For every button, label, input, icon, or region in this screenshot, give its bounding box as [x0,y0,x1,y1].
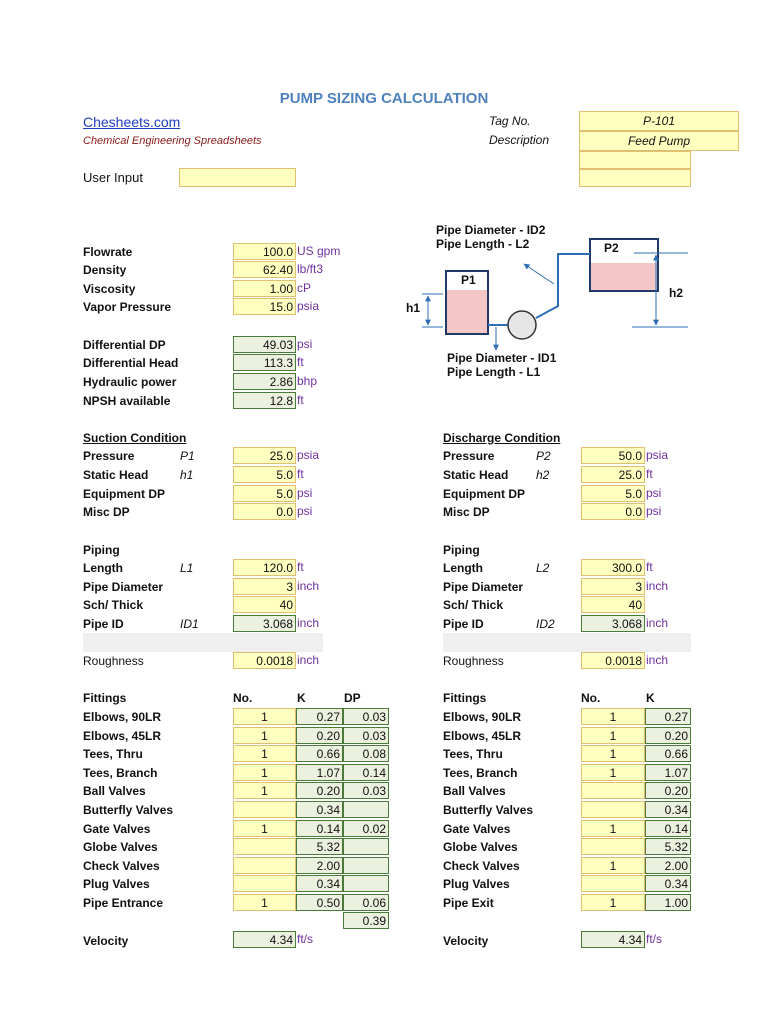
suction-pipe-diameter-label: Pipe Diameter [83,580,164,594]
suction-pipe-id-symbol: ID1 [180,617,199,631]
tank-p1-liquid [447,290,487,333]
p1-label: P1 [461,273,476,287]
fitting-count-input[interactable] [233,857,296,874]
suction-equipment-dp-input[interactable]: 5.0 [233,485,296,502]
discharge-pressure-input[interactable]: 50.0 [581,447,645,464]
suction-velocity-label: Velocity [83,934,129,948]
discharge-roughness-label: Roughness [443,654,504,668]
suction-roughness-input[interactable]: 0.0018 [233,652,296,669]
discharge-schedule-input[interactable]: 40 [581,596,645,613]
differential-dp-label: Differential DP [83,338,166,352]
fitting-dp-value: 0.03 [343,727,389,744]
fitting-name: Check Valves [443,859,520,873]
discharge-static-head-unit: ft [646,467,653,481]
fitting-k-value: 5.32 [296,838,343,855]
density-label: Density [83,263,127,277]
discharge-length-input[interactable]: 300.0 [581,559,645,576]
fitting-count-input[interactable]: 1 [233,820,296,837]
discharge-length-unit: ft [646,560,653,574]
suction-static-head-label: Static Head [83,468,149,482]
fitting-k-value: 0.27 [296,708,343,725]
discharge-fittings-title: Fittings [443,691,487,705]
density-unit: lb/ft3 [297,262,324,276]
fitting-dp-value [343,857,389,874]
discharge-static-head-label: Static Head [443,468,509,482]
discharge-equipment-dp-input[interactable]: 5.0 [581,485,645,502]
viscosity-input[interactable]: 1.00 [233,280,296,297]
suction-pipe-id-label: Pipe ID [83,617,124,631]
fitting-dp-value: 0.02 [343,820,389,837]
suction-dp-header: DP [344,691,361,705]
discharge-no-header: No. [581,691,601,705]
suction-fittings-title: Fittings [83,691,127,705]
flowrate-unit: US gpm [297,244,341,258]
fitting-k-value: 0.34 [296,875,343,892]
fitting-count-input[interactable]: 1 [233,708,296,725]
suction-equipment-dp-unit: psi [297,486,313,500]
suction-pressure-label: Pressure [83,449,135,463]
hydraulic-power-label: Hydraulic power [83,375,177,389]
suction-pipe-diameter-unit: inch [297,579,320,593]
suction-k-header: K [297,691,306,705]
suction-velocity-value: 4.34 [233,931,296,948]
fitting-count-input[interactable]: 1 [581,857,645,874]
fitting-count-input[interactable]: 1 [581,727,645,744]
fitting-count-input[interactable]: 1 [233,727,296,744]
description-input[interactable]: Feed Pump [579,131,739,151]
tank-p2-liquid [591,263,657,290]
fitting-k-value: 0.20 [645,782,691,799]
discharge-length-symbol: L2 [536,561,550,575]
fitting-dp-value [343,838,389,855]
vapor-pressure-unit: psia [297,299,320,313]
suction-pipe-diameter-input[interactable]: 3 [233,578,296,595]
vapor-pressure-input[interactable]: 15.0 [233,298,296,315]
fitting-k-value: 5.32 [645,838,691,855]
user-input-label: User Input [83,170,143,185]
suction-roughness-unit: inch [297,653,320,667]
fitting-k-value: 0.34 [645,801,691,818]
fitting-k-value: 1.07 [645,764,691,781]
suction-no-header: No. [233,691,253,705]
suction-pipe-id-value: 3.068 [233,615,296,632]
suction-total-dp: 0.39 [343,912,389,929]
discharge-equipment-dp-unit: psi [646,486,662,500]
fitting-name: Gate Valves [443,822,511,836]
suction-length-label: Length [83,561,123,575]
fitting-count-input[interactable]: 1 [581,894,645,911]
npsh-label: NPSH available [83,394,171,408]
suction-misc-dp-unit: psi [297,504,313,518]
fitting-count-input[interactable] [581,801,645,818]
npsh-value: 12.8 [233,392,296,409]
suction-length-symbol: L1 [180,561,194,575]
fitting-count-input[interactable] [233,838,296,855]
fitting-count-input[interactable] [581,838,645,855]
fitting-k-value: 0.14 [645,820,691,837]
flowrate-label: Flowrate [83,245,133,259]
fitting-k-value: 0.34 [645,875,691,892]
fitting-count-input[interactable]: 1 [233,782,296,799]
fitting-name: Elbows, 90LR [443,710,522,724]
fitting-k-value: 0.66 [296,745,343,762]
suction-schedule-input[interactable]: 40 [233,596,296,613]
page-title: PUMP SIZING CALCULATION [279,90,489,107]
fitting-count-input[interactable]: 1 [581,745,645,762]
hydraulic-power-unit: bhp [297,374,318,388]
fitting-k-value: 0.14 [296,820,343,837]
differential-head-label: Differential Head [83,356,179,370]
fitting-dp-value [343,875,389,892]
fitting-dp-value: 0.03 [343,782,389,799]
viscosity-unit: cP [297,281,312,295]
fitting-name: Check Valves [83,859,160,873]
fitting-name: Plug Valves [443,877,510,891]
viscosity-label: Viscosity [83,282,136,296]
suction-length-unit: ft [297,560,304,574]
suction-schedule-label: Sch/ Thick [83,598,144,612]
fitting-name: Butterfly Valves [83,803,174,817]
fitting-name: Globe Valves [83,840,158,854]
row-band [443,633,691,652]
discharge-length-label: Length [443,561,483,575]
suction-piping-title: Piping [83,543,120,557]
discharge-misc-dp-label: Misc DP [443,505,490,519]
fitting-k-value: 0.34 [296,801,343,818]
discharge-pressure-symbol: P2 [536,449,551,463]
fitting-dp-value: 0.08 [343,745,389,762]
p2-label: P2 [604,241,619,255]
fitting-count-input[interactable]: 1 [581,764,645,781]
site-link[interactable]: Chesheets.com [83,114,181,130]
fitting-count-input[interactable]: 1 [581,708,645,725]
fitting-name: Plug Valves [83,877,150,891]
blank-input[interactable] [579,169,691,187]
suction-length-input[interactable]: 120.0 [233,559,296,576]
suction-static-head-unit: ft [297,467,304,481]
fitting-dp-value: 0.14 [343,764,389,781]
fitting-count-input[interactable]: 1 [233,745,296,762]
discharge-k-header: K [646,691,655,705]
fitting-name: Butterfly Valves [443,803,534,817]
discharge-pipe-diameter-label: Pipe Diameter [443,580,524,594]
fitting-name: Pipe Entrance [83,896,164,910]
fitting-k-value: 0.66 [645,745,691,762]
discharge-pipe-id-unit: inch [646,616,669,630]
fitting-k-value: 0.50 [296,894,343,911]
fitting-dp-value [343,801,389,818]
fitting-k-value: 0.20 [296,727,343,744]
suction-static-head-input[interactable]: 5.0 [233,466,296,483]
row-band [83,633,323,652]
fitting-name: Gate Valves [83,822,151,836]
fitting-name: Ball Valves [83,784,146,798]
suction-pressure-symbol: P1 [180,449,195,463]
fitting-k-value: 1.00 [645,894,691,911]
discharge-roughness-input[interactable]: 0.0018 [581,652,645,669]
differential-head-unit: ft [297,355,304,369]
discharge-pipe-diameter-unit: inch [646,579,669,593]
discharge-piping-title: Piping [443,543,480,557]
discharge-velocity-value: 4.34 [581,931,645,948]
discharge-pipe [536,254,590,318]
discharge-pressure-unit: psia [646,448,669,462]
tag-input[interactable]: P-101 [579,111,739,131]
suction-pressure-unit: psia [297,448,320,462]
discharge-misc-dp-input[interactable]: 0.0 [581,503,645,520]
discharge-pipe-id-symbol: ID2 [536,617,555,631]
discharge-static-head-input[interactable]: 25.0 [581,466,645,483]
suction-title: Suction Condition [83,431,187,445]
suction-misc-dp-input[interactable]: 0.0 [233,503,296,520]
suction-roughness-label: Roughness [83,654,144,668]
discharge-roughness-unit: inch [646,653,669,667]
fitting-count-input[interactable]: 1 [233,764,296,781]
fitting-count-input[interactable]: 1 [233,894,296,911]
discharge-velocity-label: Velocity [443,934,489,948]
fitting-name: Tees, Branch [443,766,518,780]
fitting-k-value: 2.00 [296,857,343,874]
blank-input[interactable] [579,151,691,169]
fitting-dp-value: 0.03 [343,708,389,725]
fitting-name: Ball Valves [443,784,506,798]
h1-label: h1 [406,301,421,315]
discharge-pipe-diameter-input[interactable]: 3 [581,578,645,595]
fitting-name: Elbows, 45LR [443,729,522,743]
l1-label: Pipe Length - L1 [447,365,541,379]
fitting-name: Elbows, 90LR [83,710,162,724]
fitting-count-input[interactable] [233,875,296,892]
description-label: Description [489,133,550,147]
fitting-name: Elbows, 45LR [83,729,162,743]
suction-static-head-symbol: h1 [180,468,194,482]
differential-head-value: 113.3 [233,354,296,371]
vapor-pressure-label: Vapor Pressure [83,300,172,314]
suction-equipment-dp-label: Equipment DP [83,487,166,501]
discharge-velocity-unit: ft/s [646,932,663,946]
id1-label: Pipe Diameter - ID1 [447,351,557,365]
discharge-misc-dp-unit: psi [646,504,662,518]
l2-label: Pipe Length - L2 [436,237,530,251]
differential-dp-unit: psi [297,337,313,351]
discharge-pipe-id-label: Pipe ID [443,617,484,631]
discharge-equipment-dp-label: Equipment DP [443,487,526,501]
fitting-k-value: 2.00 [645,857,691,874]
fitting-k-value: 0.20 [296,782,343,799]
tag-label: Tag No. [489,114,531,128]
fitting-count-input[interactable] [233,801,296,818]
fitting-k-value: 1.07 [296,764,343,781]
fitting-name: Pipe Exit [443,896,494,910]
fitting-count-input[interactable] [581,875,645,892]
discharge-pipe-id-value: 3.068 [581,615,645,632]
fitting-name: Tees, Branch [83,766,158,780]
pump-icon [508,311,536,339]
id2-pointer-arrow [524,264,554,284]
user-input-legend-swatch [179,168,296,187]
fitting-name: Tees, Thru [443,747,503,761]
fitting-count-input[interactable]: 1 [581,820,645,837]
differential-dp-value: 49.03 [233,336,296,353]
suction-misc-dp-label: Misc DP [83,505,130,519]
hydraulic-power-value: 2.86 [233,373,296,390]
h2-label: h2 [669,286,684,300]
discharge-pressure-label: Pressure [443,449,495,463]
fitting-k-value: 0.27 [645,708,691,725]
density-input[interactable]: 62.40 [233,261,296,278]
fitting-k-value: 0.20 [645,727,691,744]
suction-pipe-id-unit: inch [297,616,320,630]
suction-velocity-unit: ft/s [297,932,314,946]
id2-label: Pipe Diameter - ID2 [436,223,546,237]
fitting-dp-value: 0.06 [343,894,389,911]
fitting-count-input[interactable] [581,782,645,799]
fitting-name: Globe Valves [443,840,518,854]
npsh-unit: ft [297,393,304,407]
discharge-schedule-label: Sch/ Thick [443,598,504,612]
discharge-static-head-symbol: h2 [536,468,550,482]
flowrate-input[interactable]: 100.0 [233,243,296,260]
discharge-title: Discharge Condition [443,431,561,445]
subtitle: Chemical Engineering Spreadsheets [83,135,262,147]
fitting-name: Tees, Thru [83,747,143,761]
suction-pressure-input[interactable]: 25.0 [233,447,296,464]
